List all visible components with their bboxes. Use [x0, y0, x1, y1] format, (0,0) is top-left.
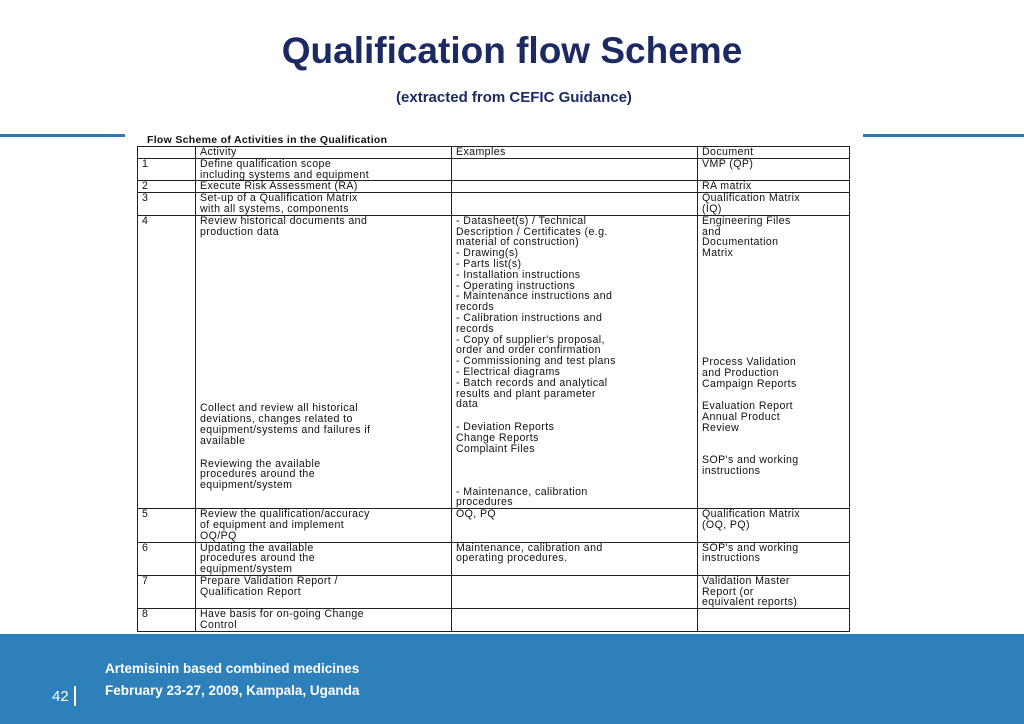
cell-line: OQ, PQ — [456, 508, 497, 521]
cell-line: Complaint Files — [456, 442, 536, 455]
cell-activity — [196, 215, 452, 508]
cell-line: instructions — [702, 552, 761, 565]
cell-examples — [452, 609, 698, 632]
cell-line: Evaluation Report — [702, 400, 794, 413]
cell-line: - Copy of supplier's proposal, — [456, 333, 605, 346]
cell-activity — [196, 158, 452, 181]
table-row — [138, 193, 850, 216]
cell-line: - Datasheet(s) / Technical — [456, 214, 587, 227]
header-activity: Activity — [196, 147, 452, 159]
cell-document — [698, 181, 850, 193]
cell-line: data — [456, 398, 479, 411]
header-document: Document — [698, 147, 850, 159]
cell-line: - Drawing(s) — [456, 247, 519, 260]
cell-line: Review — [702, 421, 740, 434]
table-header-row — [138, 147, 850, 159]
cell-line: equipment/system — [200, 563, 293, 576]
cell-line: order and order confirmation — [456, 344, 601, 357]
cell-line: Control — [200, 619, 237, 632]
cell-line: - Deviation Reports — [456, 421, 555, 434]
cell-examples — [452, 181, 698, 193]
cell-document — [698, 509, 850, 542]
cell-spacer — [702, 434, 845, 455]
cell-line: - Calibration instructions and — [456, 311, 603, 324]
cell-step-number — [138, 158, 196, 181]
cell-document — [698, 575, 850, 608]
cell-line: - Commissioning and test plans — [456, 355, 616, 368]
cell-line: Qualification Matrix — [702, 508, 801, 521]
slide-subtitle — [0, 89, 1024, 106]
cell-document — [698, 193, 850, 216]
cell-line: with all systems, components — [200, 202, 349, 215]
cell-spacer — [200, 447, 447, 459]
cell-line: Validation Master — [702, 574, 790, 587]
step-number: 7 — [142, 574, 149, 587]
cell-line: Documentation — [702, 236, 779, 249]
cell-line: Report (or — [702, 585, 754, 598]
flow-scheme-table — [137, 146, 850, 632]
cell-examples — [452, 542, 698, 575]
cell-line: Engineering Files — [702, 214, 791, 227]
cell-step-number — [138, 609, 196, 632]
cell-line: OQ/PQ — [200, 529, 237, 542]
cell-line: procedures around the — [200, 468, 315, 481]
cell-line: Collect and review all historical — [200, 402, 359, 415]
cell-step-number — [138, 542, 196, 575]
step-number: 3 — [142, 192, 149, 205]
scanned-document — [127, 133, 863, 633]
cell-line: Execute Risk Assessment (RA) — [200, 180, 358, 193]
cell-line: and Production — [702, 366, 779, 379]
cell-line: Description / Certificates (e.g. — [456, 225, 608, 238]
cell-line: and — [702, 225, 721, 238]
cell-line: Set-up of a Qualification Matrix — [200, 192, 358, 205]
cell-line: instructions — [702, 464, 761, 477]
cell-activity — [196, 193, 452, 216]
cell-line: Campaign Reports — [702, 377, 797, 390]
step-number: 5 — [142, 508, 149, 521]
cell-activity — [196, 575, 452, 608]
cell-line: Prepare Validation Report / — [200, 574, 338, 587]
cell-step-number — [138, 215, 196, 508]
cell-line: SOP's and working — [702, 453, 799, 466]
title-rule-right — [862, 134, 1024, 137]
cell-document — [698, 542, 850, 575]
cell-line: equivalent reports) — [702, 596, 798, 609]
cell-line: Process Validation — [702, 355, 797, 368]
cell-step-number — [138, 181, 196, 193]
cell-line: records — [456, 322, 495, 335]
table-body — [138, 158, 850, 631]
table-row — [138, 509, 850, 542]
cell-line: - Maintenance, calibration — [456, 485, 588, 498]
cell-line: - Operating instructions — [456, 279, 576, 292]
slide-title: Qualification flow Scheme — [281, 30, 743, 71]
footer-bar — [0, 634, 1024, 724]
cell-line: Have basis for on-going Change — [200, 608, 364, 621]
cell-line: Qualification Report — [200, 585, 302, 598]
cell-document — [698, 215, 850, 508]
table-row — [138, 609, 850, 632]
cell-line: equipment/systems and failures if — [200, 423, 371, 436]
cell-line: records — [456, 301, 495, 314]
cell-line: Maintenance, calibration and — [456, 541, 603, 554]
cell-examples — [452, 193, 698, 216]
cell-examples — [452, 215, 698, 508]
cell-line: deviations, changes related to — [200, 413, 353, 426]
cell-spacer — [702, 259, 845, 357]
cell-spacer — [456, 455, 693, 487]
cell-step-number — [138, 575, 196, 608]
cell-line: Updating the available — [200, 541, 314, 554]
cell-line: (OQ, PQ) — [702, 518, 750, 531]
table-row — [138, 158, 850, 181]
cell-line: results and plant parameter — [456, 387, 596, 400]
cell-step-number — [138, 193, 196, 216]
step-number: 8 — [142, 608, 149, 621]
cell-line: Qualification Matrix — [702, 192, 801, 205]
cell-line: - Electrical diagrams — [456, 365, 561, 378]
title-rule-left — [0, 134, 125, 137]
cell-line: Reviewing the available — [200, 457, 321, 470]
cell-line: material of construction) — [456, 236, 580, 249]
cell-line: of equipment and implement — [200, 518, 345, 531]
cell-document — [698, 609, 850, 632]
cell-line: - Installation instructions — [456, 268, 581, 281]
step-number: 2 — [142, 180, 149, 193]
cell-line: RA matrix — [702, 180, 752, 193]
cell-line: procedures around the — [200, 552, 315, 565]
cell-line: Define qualification scope — [200, 157, 332, 170]
cell-line: operating procedures. — [456, 552, 568, 565]
cell-line: - Maintenance instructions and — [456, 290, 613, 303]
cell-line: including systems and equipment — [200, 168, 370, 181]
table-row — [138, 215, 850, 508]
footer-event-date: February 23-27, 2009, Kampala, Uganda — [105, 683, 360, 698]
cell-line: VMP (QP) — [702, 157, 754, 170]
cell-activity — [196, 542, 452, 575]
cell-step-number — [138, 509, 196, 542]
table-row — [138, 542, 850, 575]
footer-event-title: Artemisinin based combined medicines — [105, 661, 360, 676]
cell-line: available — [200, 434, 246, 447]
cell-line: (IQ) — [702, 202, 722, 215]
cell-line: SOP's and working — [702, 541, 799, 554]
step-number: 6 — [142, 541, 149, 554]
header-examples: Examples — [452, 147, 698, 159]
slide-subtitle-text: (extracted from CEFIC Guidance) — [396, 89, 632, 106]
step-number: 1 — [142, 157, 149, 170]
cell-line: production data — [200, 225, 280, 238]
cell-line: Review the qualification/accuracy — [200, 508, 370, 521]
cell-line: Change Reports — [456, 431, 539, 444]
cell-activity — [196, 181, 452, 193]
cell-line: - Batch records and analytical — [456, 376, 608, 389]
cell-document — [698, 158, 850, 181]
cell-line: procedures — [456, 496, 513, 509]
page-divider — [74, 686, 76, 706]
cell-line: - Parts list(s) — [456, 257, 522, 270]
step-number: 4 — [142, 214, 149, 227]
document-heading: Flow Scheme of Activities in the Qualification — [147, 134, 388, 146]
cell-line: Matrix — [702, 247, 734, 260]
table-row — [138, 181, 850, 193]
cell-examples — [452, 575, 698, 608]
cell-examples — [452, 158, 698, 181]
table-row — [138, 575, 850, 608]
cell-spacer — [200, 237, 447, 403]
page-number: 42 — [52, 688, 69, 705]
cell-examples — [452, 509, 698, 542]
cell-activity — [196, 609, 452, 632]
cell-line: Annual Product — [702, 411, 781, 424]
header-num — [138, 147, 196, 159]
cell-line: Review historical documents and — [200, 214, 368, 227]
cell-line: equipment/system — [200, 479, 293, 492]
cell-activity — [196, 509, 452, 542]
